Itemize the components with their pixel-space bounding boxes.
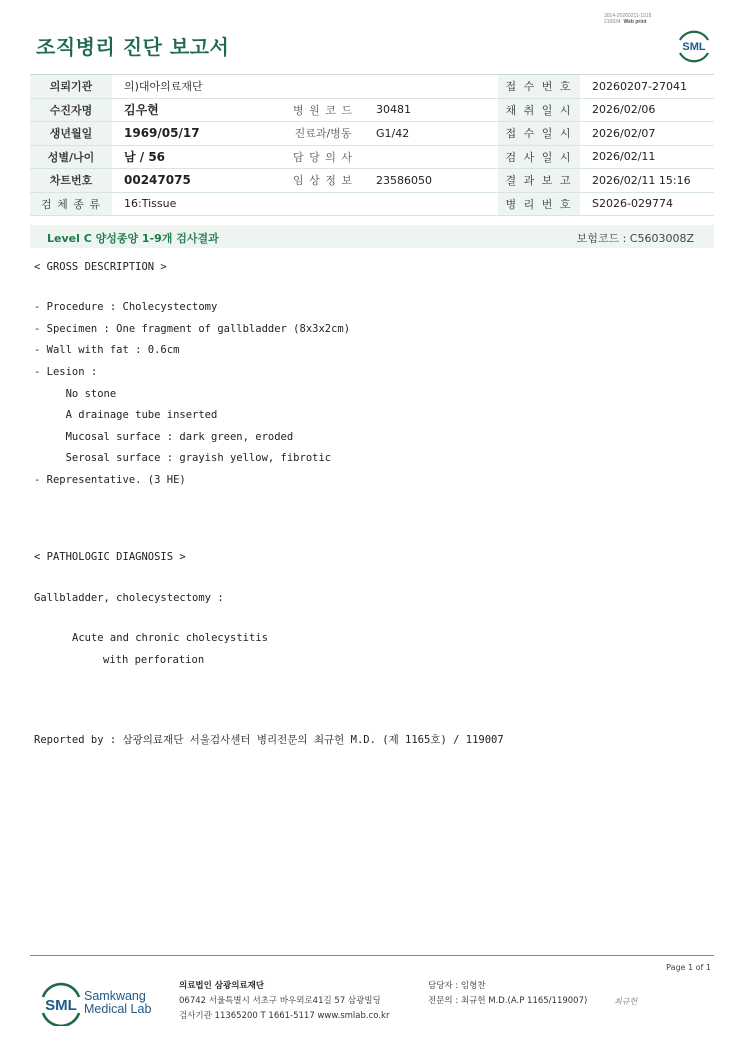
staff-label: 담당자 : bbox=[428, 981, 459, 991]
info-row bbox=[30, 122, 714, 146]
info-label: 생년월일 bbox=[30, 122, 112, 146]
info-label: 수진자명 bbox=[30, 98, 112, 122]
insurance-code: 보험코드 : C5603008Z bbox=[576, 232, 694, 245]
info-label: 성별/나이 bbox=[30, 145, 112, 169]
info-value: 23586050 bbox=[364, 169, 498, 193]
gross-line: - Representative. (3 HE) bbox=[34, 474, 186, 486]
gross-line: A drainage tube inserted bbox=[34, 409, 218, 421]
info-value: S2026-029774 bbox=[580, 192, 714, 216]
sml-logo-text: SML bbox=[682, 41, 706, 53]
info-value: 16:Tissue bbox=[112, 192, 498, 216]
print-meta-line2: 210034 bbox=[604, 19, 621, 25]
info-value: G1/42 bbox=[364, 122, 498, 146]
info-label: 병 원 코 드 bbox=[282, 98, 364, 122]
info-row bbox=[30, 145, 714, 169]
footer-staff-block bbox=[428, 979, 587, 1009]
info-label: 결 과 보 고 bbox=[498, 169, 580, 193]
info-value: 의)대아의료재단 bbox=[112, 75, 498, 99]
info-label: 검 체 종 류 bbox=[30, 192, 112, 216]
info-row bbox=[30, 75, 714, 99]
info-value: 30481 bbox=[364, 98, 498, 122]
info-label: 의뢰기관 bbox=[30, 75, 112, 99]
specialist-value: 최규헌 M.D.(A.P 1165/119007) bbox=[460, 996, 588, 1006]
samkwang-logo-text: SML bbox=[45, 997, 77, 1014]
web-print-label: Web print bbox=[623, 19, 647, 25]
test-level-label: Level C 양성종양 1-9개 검사결과 bbox=[47, 232, 219, 245]
info-label: 진료과/병동 bbox=[282, 122, 364, 146]
patient-info-table bbox=[30, 74, 714, 216]
footer-org-block bbox=[179, 979, 389, 1024]
info-value: 김우현 bbox=[112, 98, 282, 122]
staff-value: 임형찬 bbox=[460, 981, 486, 991]
page-title: 조직병리 진단 보고서 bbox=[36, 35, 230, 59]
brand-line1: Samkwang bbox=[84, 989, 146, 1003]
info-label: 채 취 일 시 bbox=[498, 98, 580, 122]
info-value: 00247075 bbox=[112, 169, 282, 193]
gross-line: - Wall with fat : 0.6cm bbox=[34, 344, 180, 356]
gross-line: No stone bbox=[34, 388, 117, 400]
info-value: 2026/02/06 bbox=[580, 98, 714, 122]
pathologic-diagnosis-heading: < PATHOLOGIC DIAGNOSIS > bbox=[34, 551, 186, 563]
info-label: 접 수 일 시 bbox=[498, 122, 580, 146]
test-level-bar bbox=[30, 225, 714, 248]
info-row bbox=[30, 192, 714, 216]
print-meta bbox=[604, 13, 651, 25]
reported-by: Reported by : 삼광의료재단 서울검사센터 병리전문의 최규헌 M.D. (제 1165호) / 119007 bbox=[34, 734, 504, 746]
signature: 최규헌 bbox=[614, 997, 638, 1006]
gross-description-heading: < GROSS DESCRIPTION > bbox=[34, 261, 167, 273]
info-value: 20260207-27041 bbox=[580, 75, 714, 99]
info-value: 2026/02/11 bbox=[580, 145, 714, 169]
info-value: 1969/05/17 bbox=[112, 122, 282, 146]
footer-divider bbox=[30, 955, 714, 956]
page-number: Page 1 of 1 bbox=[666, 963, 711, 972]
info-label: 접 수 번 호 bbox=[498, 75, 580, 99]
brand-line2: Medical Lab bbox=[84, 1002, 152, 1016]
sml-logo-icon bbox=[676, 27, 712, 63]
gross-line: - Procedure : Cholecystectomy bbox=[34, 301, 218, 313]
gross-line: - Lesion : bbox=[34, 366, 98, 378]
diagnosis-result: Acute and chronic cholecystitis bbox=[72, 632, 268, 644]
info-row bbox=[30, 98, 714, 122]
diagnosis-site: Gallbladder, cholecystectomy : bbox=[34, 592, 224, 604]
info-label: 검 사 일 시 bbox=[498, 145, 580, 169]
print-meta-line1: 3014-20260211-1518 bbox=[604, 13, 652, 19]
gross-line: Serosal surface : grayish yellow, fibrotic bbox=[34, 452, 332, 464]
info-value bbox=[364, 145, 498, 169]
gross-line: - Specimen : One fragment of gallbladder (8x3x2cm) bbox=[34, 323, 351, 335]
info-label: 임 상 정 보 bbox=[282, 169, 364, 193]
footer-contact: 검사기관 11365200 T 1661-5117 www.smlab.co.kr bbox=[179, 1011, 390, 1021]
info-value: 남 / 56 bbox=[112, 145, 282, 169]
info-label: 담 당 의 사 bbox=[282, 145, 364, 169]
info-label: 차트번호 bbox=[30, 169, 112, 193]
gross-line: Mucosal surface : dark green, eroded bbox=[34, 431, 294, 443]
samkwang-logo-icon bbox=[38, 982, 84, 1026]
specialist-label: 전문의 : bbox=[428, 996, 459, 1006]
info-row bbox=[30, 169, 714, 193]
diagnosis-result-detail: with perforation bbox=[103, 654, 205, 666]
info-label: 병 리 번 호 bbox=[498, 192, 580, 216]
footer-brand bbox=[84, 990, 151, 1016]
footer-address: 06742 서울특별시 서초구 바우뫼로41길 57 삼광빌딩 bbox=[179, 996, 381, 1006]
info-value: 2026/02/11 15:16 bbox=[580, 169, 714, 193]
footer-org-name: 의료법인 삼광의료재단 bbox=[179, 981, 265, 991]
info-value: 2026/02/07 bbox=[580, 122, 714, 146]
